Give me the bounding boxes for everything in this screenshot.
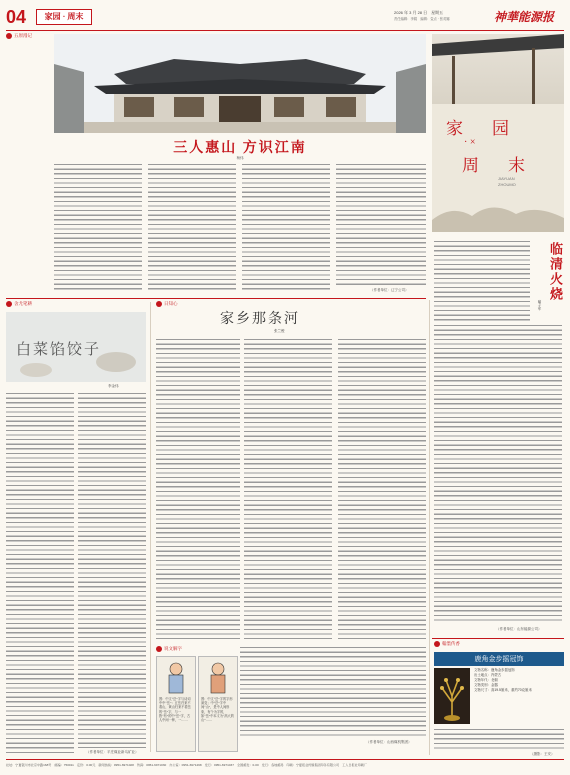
artifact-info-type: 文物类别：金器 — [474, 683, 498, 687]
artifact-info-name: 文物名称：鹿角金步摇冠饰 — [474, 668, 515, 672]
footer-rule — [6, 759, 564, 760]
article-2-source: （作者单位：平庄煤业新乌矿业） — [86, 750, 139, 754]
article-3-author: 张兰俊 — [274, 329, 285, 333]
article-2-author: 李金伟 — [108, 384, 119, 388]
main-title: 三人惠山 方识江南 — [173, 141, 307, 156]
artifact-source: （摄影：王安） — [530, 752, 555, 756]
column-dot-icon — [434, 641, 440, 647]
side-panel-eave-illustration — [432, 34, 564, 104]
article-3-source: （作者单位：山西煤机集团） — [366, 740, 412, 744]
side-panel-title-bottom: 周 末 — [462, 156, 531, 175]
page-header — [6, 6, 564, 28]
section-name: 家园 · 周末 — [44, 12, 84, 21]
article-2-column-label: 舍尤笔耕 — [6, 301, 32, 307]
artifact-photo — [434, 668, 470, 724]
calligraphy-title: 鹿角金步摇冠饰 — [474, 655, 524, 663]
masthead-logo: 神華能源报 — [494, 10, 555, 24]
artifact-description — [434, 728, 564, 752]
artifact-info-size: 文物尺寸：高19.5厘米，重约70克厘米 — [474, 688, 532, 692]
comic-panel-1 — [156, 656, 196, 752]
main-source: （作者单位：辽宁公司） — [370, 288, 409, 292]
side-panel-title-top: 家 园 — [446, 119, 515, 138]
comic-panel-2-text: 图：中文“岳”字的字形演变；中“岳”字中间“山”，是中人间形象，有个为字的，如“岳”中本义为“高大的山”…… — [201, 697, 234, 723]
article-2-text-col-1 — [6, 392, 74, 754]
jiangnan-roof-illustration — [54, 34, 426, 133]
header-editor: 责任编辑：李娟 编辑：壹点 · 张英娜 — [394, 17, 450, 21]
side-divider — [432, 638, 564, 639]
page-number: 04 — [6, 7, 27, 27]
article-3-column-label: 日知心 — [156, 301, 178, 307]
main-divider — [6, 298, 426, 299]
comic-figure-icon — [157, 657, 195, 697]
column-divider-left — [150, 302, 151, 752]
section-tab — [36, 9, 92, 25]
article-3-text-col-2 — [244, 338, 332, 642]
calligraphy-column-label: 翰墨传香 — [434, 641, 460, 647]
column-dot-icon — [6, 301, 12, 307]
article-3-text-col-1 — [156, 338, 240, 642]
article-2-text-col-2 — [78, 392, 146, 748]
side-panel-ink-mountain — [432, 194, 564, 232]
side-article-author: 喻子军 — [538, 300, 542, 311]
article-3-text-col-3 — [338, 338, 426, 642]
side-panel — [432, 34, 564, 232]
side-article-text-2 — [434, 324, 562, 624]
footer-text: 社址：宁夏银川市北京中路168号 邮编：750011 定价：0.00元 新闻热线：0951-6971028 传真：0951-6971030 办公室：0951-6971298 发行：0951-6971037 全国邮发：0-00 发行：各地邮局 印刷：宁夏报业传媒集团印务有限公司 工人日报社印刷厂 — [6, 763, 367, 767]
comic-panel-1-text: 图：中文“岳”字与诗词中中“岳”：五岳归来不看山，黄山归来不看岳的“岳”字，与一拨“有”的中“岳”字，古人中间一种，一…… — [159, 697, 191, 723]
comic-figure-icon — [199, 657, 237, 697]
side-panel-photo — [432, 34, 564, 104]
comic-column-label: 说文解字 — [156, 646, 182, 652]
artifact-info-location: 出土地点：内蒙古 — [474, 673, 502, 677]
column-dot-icon — [6, 33, 12, 39]
article-2-title: 白菜馅饺子 — [16, 342, 102, 358]
article-2-banner — [6, 312, 146, 382]
article-3-text-col-4 — [240, 646, 426, 738]
main-text-col-4 — [336, 163, 426, 287]
artifact-crown-icon — [434, 668, 470, 724]
calligraphy-title-box — [434, 652, 564, 666]
side-panel-pinyin-2: ZHOUMO — [498, 182, 516, 187]
side-panel-pinyin-1: JIAYUAN — [498, 176, 515, 181]
main-text-col-3 — [242, 163, 330, 293]
article-3-title: 家乡那条河 — [220, 312, 300, 327]
column-dot-icon — [156, 646, 162, 652]
main-text-col-2 — [148, 163, 236, 293]
artifact-info-era: 文物年代：北朝 — [474, 678, 498, 682]
side-article-title: 临清火烧 — [548, 242, 563, 302]
main-column-label: 五原漫记 — [6, 33, 32, 39]
main-text-col-1 — [54, 163, 142, 293]
comic-panel-2 — [198, 656, 238, 752]
main-author: 杨伟 — [236, 156, 244, 160]
side-panel-title-mid: · × — [464, 137, 476, 148]
column-dot-icon — [156, 301, 162, 307]
column-divider-right — [429, 300, 430, 755]
artifact-info — [474, 668, 564, 693]
main-photo — [54, 34, 426, 133]
header-rule — [6, 30, 564, 31]
header-date: 2026 年 3 月 28 日 星期五 — [394, 10, 444, 15]
side-article-source: （作者单位：山东能源公司） — [496, 627, 542, 631]
